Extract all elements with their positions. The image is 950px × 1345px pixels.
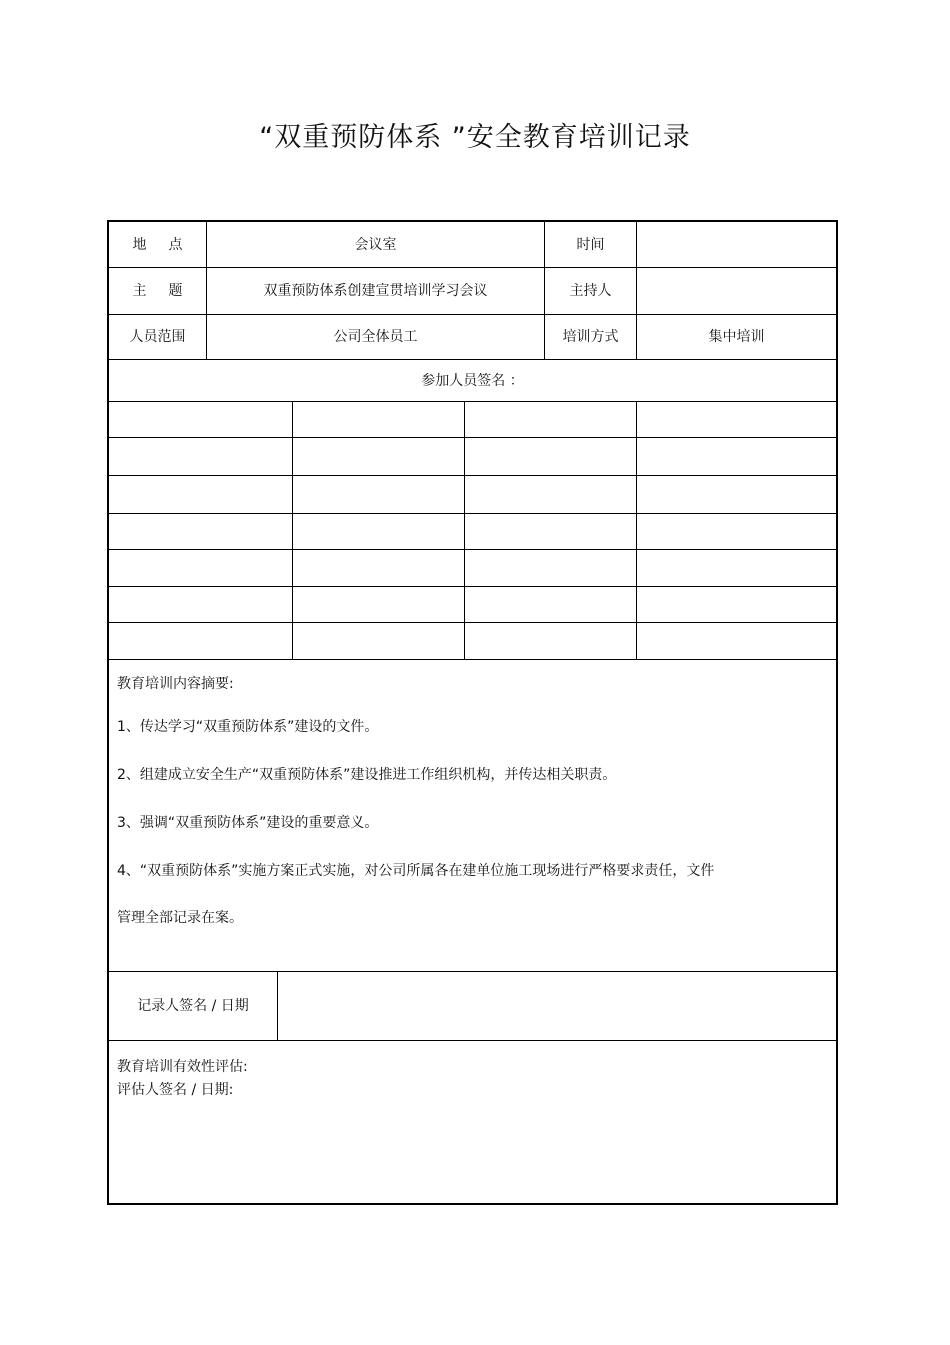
label-recorder-signature-date: 记录人签名 / 日期: [137, 998, 249, 1014]
column-divider: [636, 401, 637, 659]
summary-heading: 教育培训内容摘要:: [117, 676, 234, 692]
signature-cell[interactable]: [465, 402, 636, 437]
label-location: 地 点: [132, 236, 183, 253]
row-divider: [109, 659, 836, 660]
signature-cell[interactable]: [637, 402, 836, 437]
label-participants-scope: 人员范围: [129, 329, 186, 345]
value-participants-scope: 公司全体员工: [333, 329, 418, 345]
column-divider: [292, 401, 293, 659]
sign-in-title: 参加人员签名 ：: [421, 372, 524, 389]
training-record-form: [107, 220, 838, 1205]
label-time: 时间: [576, 236, 605, 253]
evaluator-signature-label: 评估人签名 / 日期:: [117, 1082, 234, 1098]
document-title: “双重预防体系 ”安全教育培训记录: [259, 122, 691, 153]
signature-cell[interactable]: [293, 402, 464, 437]
summary-item-4: 4、“双重预防体系”实施方案正式实施，对公司所属各在建单位施工现场进行严格要求责任，文件: [117, 863, 715, 879]
summary-item-3: 3、强调“双重预防体系”建设的重要意义。: [117, 815, 379, 831]
label-training-method: 培训方式: [562, 329, 619, 345]
value-training-method: 集中培训: [708, 329, 765, 345]
value-topic: 双重预防体系创建宣贯培训学习会议: [263, 283, 488, 299]
row-divider: [109, 549, 836, 550]
summary-item-4-continued: 管理全部记录在案。: [117, 910, 243, 926]
signature-cell[interactable]: [109, 402, 292, 437]
summary-item-2: 2、组建成立安全生产“双重预防体系”建设推进工作组织机构，并传达相关职责。: [117, 767, 617, 783]
value-host[interactable]: [637, 268, 836, 314]
label-topic: 主 题: [132, 283, 183, 299]
row-divider: [109, 475, 836, 476]
row-divider: [109, 586, 836, 587]
evaluation-label: 教育培训有效性评估:: [117, 1059, 248, 1075]
summary-item-1: 1、传达学习“双重预防体系”建设的文件。: [117, 719, 379, 735]
value-time[interactable]: [637, 222, 836, 267]
column-divider: [464, 401, 465, 659]
row-divider: [109, 513, 836, 514]
row-divider: [109, 437, 836, 438]
row-divider: [109, 1040, 836, 1041]
value-location: 会议室: [354, 236, 397, 253]
row-divider: [109, 622, 836, 623]
value-recorder-signature-date[interactable]: [278, 972, 836, 1040]
label-host: 主持人: [569, 283, 612, 299]
